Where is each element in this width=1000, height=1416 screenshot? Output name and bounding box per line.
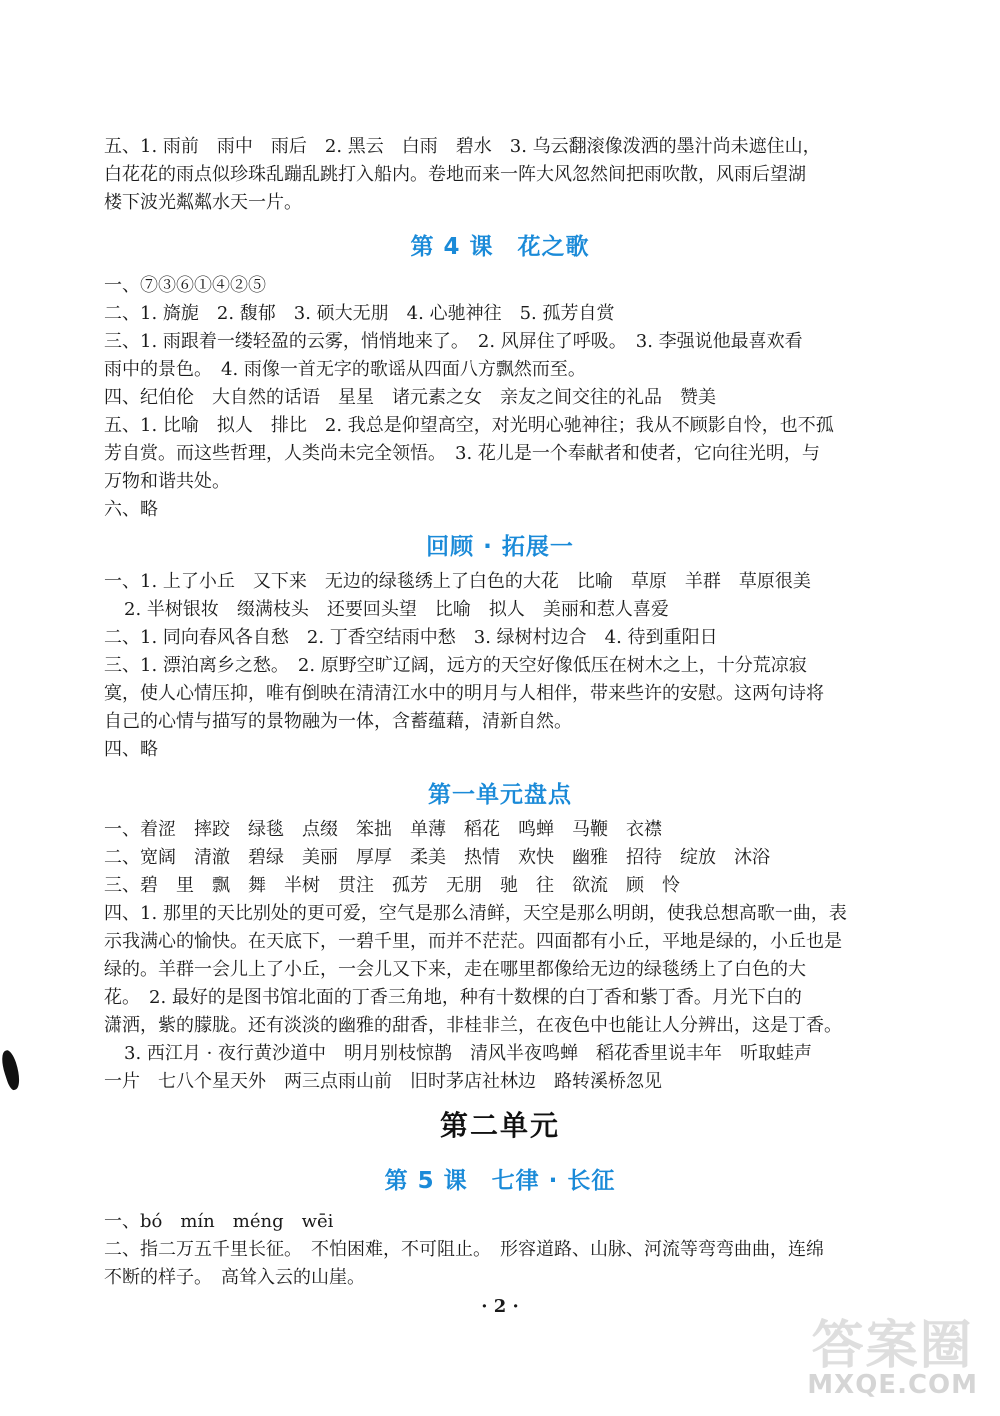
section-review-1 (104, 568, 894, 764)
heading-review-1: 回顾 · 拓展一 (426, 534, 574, 560)
text-line: 四、1. 那里的天比别处的更可爱，空气是那么清鲜，天空是那么明朗，使我总想高歌一曲，表 (104, 903, 847, 924)
text-line: 一、1. 上了小丘 又下来 无边的绿毯绣上了白色的大花 比喻 草原 羊群 草原很美 (104, 571, 811, 592)
section-lesson-4 (104, 272, 894, 524)
text-line: 五、1. 雨前 雨中 雨后 2. 黑云 白雨 碧水 3. 乌云翻滚像泼洒的墨汁尚未遮住山， (104, 136, 821, 157)
heading-unit-2: 第二单元 (439, 1109, 560, 1142)
text-line: 一、着涩 摔跤 绿毯 点缀 笨拙 单薄 稻花 鸣蝉 马鞭 衣襟 (104, 819, 662, 840)
text-line: 2. 半树银妆 缀满枝头 还要回头望 比喻 拟人 美丽和惹人喜爱 (124, 599, 669, 620)
page-number: · 2 · (481, 1296, 519, 1317)
text-line: 五、1. 比喻 拟人 排比 2. 我总是仰望高空，对光明心驰神往；我从不顾影自怜，也不孤 (104, 415, 834, 436)
text-line: 潇洒，紫的朦胧。还有淡淡的幽雅的甜香，非桂非兰，在夜色中也能让人分辨出，这是丁香。 (104, 1015, 842, 1036)
watermark-logo (807, 1316, 978, 1400)
section-lesson3-item5 (104, 133, 894, 217)
text-line: 六、略 (104, 499, 158, 520)
text-line: 万物和谐共处。 (104, 471, 230, 492)
heading-lesson-5: 第 5 课 七律 · 长征 (384, 1168, 616, 1194)
text-line: 花。 2. 最好的是图书馆北面的丁香三角地，种有十数棵的白丁香和紫丁香。月光下白的 (104, 987, 802, 1008)
text-line: 三、1. 雨跟着一缕轻盈的云雾，悄悄地来了。 2. 风屏住了呼吸。 3. 李强说他最喜欢看 (104, 331, 803, 352)
text-line: 四、纪伯伦 大自然的话语 星星 诸元素之女 亲友之间交往的礼品 赞美 (104, 387, 716, 408)
text-line: 不断的样子。 高耸入云的山崖。 (104, 1267, 365, 1288)
watermark-text: 答案圈 (811, 1316, 974, 1376)
watermark-url: MXQE.COM (807, 1370, 978, 1400)
text-line: 三、碧 里 飘 舞 半树 贯注 孤芳 无朋 驰 往 欲流 顾 怜 (104, 875, 680, 896)
text-line: 芳自赏。而这些哲理，人类尚未完全领悟。 3. 花儿是一个奉献者和使者，它向往光明，与 (104, 443, 820, 464)
heading-lesson-4: 第 4 课 花之歌 (410, 234, 590, 260)
text-line: 二、1. 旖旎 2. 馥郁 3. 硕大无朋 4. 心驰神往 5. 孤芳自赏 (104, 303, 615, 324)
heading-unit-1-summary: 第一单元盘点 (428, 782, 572, 808)
text-line: 雨中的景色。 4. 雨像一首无字的歌谣从四面八方飘然而至。 (104, 359, 586, 380)
text-line: 二、1. 同向春风各自愁 2. 丁香空结雨中愁 3. 绿树村边合 4. 待到重阳日 (104, 627, 718, 648)
text-line: 二、宽阔 清澈 碧绿 美丽 厚厚 柔美 热情 欢快 幽雅 招待 绽放 沐浴 (104, 847, 770, 868)
text-line: 三、1. 漂泊离乡之愁。 2. 原野空旷辽阔，远方的天空好像低压在树木之上，十分荒凉寂 (104, 655, 807, 676)
text-line: 绿的。羊群一会儿上了小丘，一会儿又下来，走在哪里都像给无边的绿毯绣上了白色的大 (104, 959, 806, 980)
section-unit-1-summary (104, 816, 894, 1096)
text-line: 3. 西江月 · 夜行黄沙道中 明月别枝惊鹊 清风半夜鸣蝉 稻花香里说丰年 听取蛙声 (124, 1043, 813, 1064)
text-line: 四、略 (104, 739, 158, 760)
text-line: 寞，使人心情压抑，唯有倒映在清清江水中的明月与人相伴，带来些许的安慰。这两句诗将 (104, 683, 824, 704)
text-line: 一片 七八个星天外 两三点雨山前 旧时茅店社林边 路转溪桥忽见 (104, 1071, 662, 1092)
ink-smudge (0, 1049, 24, 1091)
text-line: 一、bó mín méng wēi (104, 1211, 334, 1232)
text-line: 二、指二万五千里长征。 不怕困难，不可阻止。 形容道路、山脉、河流等弯弯曲曲，连绵 (104, 1239, 824, 1260)
text-line: 一、⑦③⑥①④②⑤ (104, 275, 266, 296)
section-lesson-5 (104, 1208, 894, 1292)
text-line: 楼下波光粼粼水天一片。 (104, 192, 302, 213)
text-line: 白花花的雨点似珍珠乱蹦乱跳打入船内。卷地而来一阵大风忽然间把雨吹散，风雨后望湖 (104, 164, 806, 185)
text-line: 示我满心的愉快。在天底下，一碧千里，而并不茫茫。四面都有小丘，平地是绿的，小丘也是 (104, 931, 842, 952)
text-line: 自己的心情与描写的景物融为一体，含蓄蕴藉，清新自然。 (104, 711, 572, 732)
